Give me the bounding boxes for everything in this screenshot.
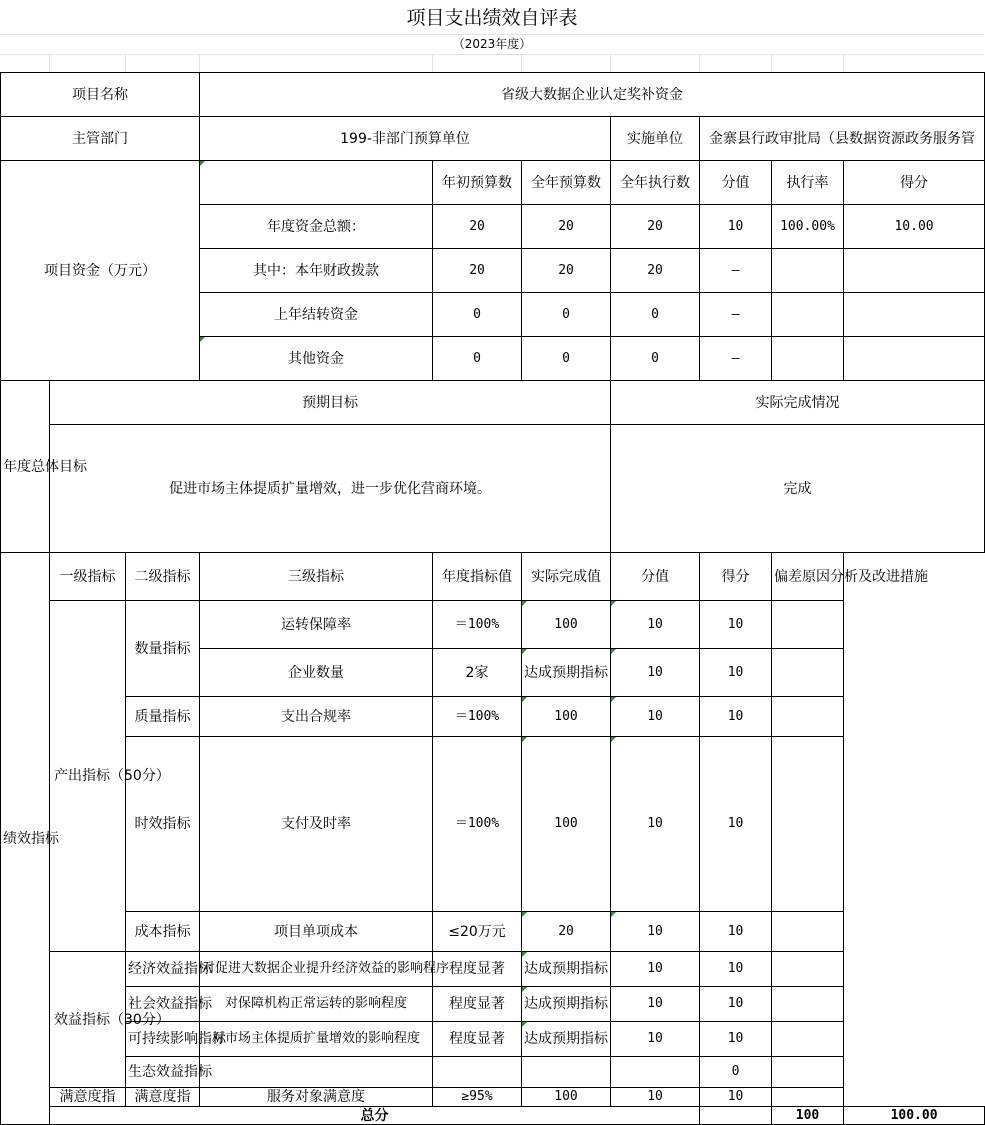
indicator-value: 10 [611,649,700,697]
indicator-name: 服务对象满意度 [200,1088,433,1107]
funds-row-score [844,249,985,293]
funds-row-rate [772,337,844,381]
indicator-value: 10 [611,601,700,649]
funds-row-name: 其他资金 [200,337,433,381]
goals-actual-label: 实际完成情况 [611,381,985,425]
indicator-value: 10 [611,952,700,987]
indicators-header-score: 得分 [700,553,772,601]
indicator-actual: 达成预期指标 [522,952,611,987]
unit-label: 实施单位 [611,117,700,161]
indicator-remarks [772,1022,844,1057]
indicator-actual: 100 [522,737,611,912]
funds-row-rate: 100.00% [772,205,844,249]
funds-row-value: — [700,337,772,381]
funds-row-full: 20 [522,249,611,293]
funds-row-rate [772,249,844,293]
total-label: 总分 [50,1107,700,1125]
funds-row-value: 10 [700,205,772,249]
indicator-row [1,912,985,952]
funds-header-exec: 全年执行数 [611,161,700,205]
indicator-name: 项目单项成本 [200,912,433,952]
total-score: 100.00 [844,1107,985,1125]
indicator-score: 10 [700,601,772,649]
indicator-target: ≥95% [433,1088,522,1107]
indicator-remarks [772,601,844,649]
indicator-name: 企业数量 [200,649,433,697]
indicator-row [1,1088,985,1107]
goals-content-row [1,425,985,553]
indicator-remarks [772,737,844,912]
goals-label: 年度总体目标 [1,381,50,553]
indicators-header-target: 年度指标值 [433,553,522,601]
funds-row-init: 0 [433,293,522,337]
funds-row-name: 其中：本年财政拨款 [200,249,433,293]
indicator-name: 对市场主体提质扩量增效的影响程度 [200,1022,433,1057]
funds-row-score [844,293,985,337]
funds-header-full: 全年预算数 [522,161,611,205]
indicator-actual: 100 [522,1088,611,1107]
indicator-target: 程度显著 [433,952,522,987]
funds-row-exec: 20 [611,249,700,293]
indicator-score: 10 [700,952,772,987]
indicators-header-level3: 三级指标 [200,553,433,601]
dept-value: 199-非部门预算单位 [200,117,611,161]
indicator-remarks [772,952,844,987]
indicator-actual: 达成预期指标 [522,649,611,697]
indicator-target: ＝100% [433,697,522,737]
funds-row-rate [772,293,844,337]
funds-row-score: 10.00 [844,205,985,249]
indicator-target: 2家 [433,649,522,697]
indicator-remarks [772,649,844,697]
dept-label: 主管部门 [1,117,200,161]
indicator-target: ≤20万元 [433,912,522,952]
indicator-row [1,697,985,737]
indicator-row [1,1057,985,1088]
funds-row-init: 0 [433,337,522,381]
indicator-target [433,1057,522,1088]
indicator-value: 10 [611,737,700,912]
indicator-row [1,601,985,649]
dept-row [1,117,985,161]
funds-row-full: 0 [522,293,611,337]
indicator-target: 程度显著 [433,1022,522,1057]
indicators-header-level1: 一级指标 [50,553,126,601]
total-row [1,1107,985,1125]
economic-label: 经济效益指标 [126,952,200,987]
funds-header-rate: 执行率 [772,161,844,205]
indicator-value: 10 [611,1088,700,1107]
indicator-actual: 100 [522,601,611,649]
funds-row-full: 0 [522,337,611,381]
project-name-value: 省级大数据企业认定奖补资金 [200,73,985,117]
indicator-actual: 20 [522,912,611,952]
funds-row-init: 20 [433,249,522,293]
indicators-header-actual: 实际完成值 [522,553,611,601]
sustainable-label: 可持续影响指标 [126,1022,200,1057]
funds-row-score [844,337,985,381]
indicator-row [1,952,985,987]
funds-row-exec: 0 [611,337,700,381]
indicator-remarks [772,697,844,737]
funds-header-row [1,161,985,205]
indicator-score: 10 [700,697,772,737]
indicator-remarks [772,1088,844,1107]
output-label: 产出指标（50分） [50,601,126,952]
funds-row-name: 上年结转资金 [200,293,433,337]
funds-header-init: 年初预算数 [433,161,522,205]
funds-row-exec: 20 [611,205,700,249]
cost-label: 成本指标 [126,912,200,952]
indicator-target: ＝100% [433,601,522,649]
indicator-name: 对促进大数据企业提升经济效益的影响程序 [200,952,433,987]
indicator-target: ＝100% [433,737,522,912]
indicator-name [200,1057,433,1088]
indicator-score: 0 [700,1057,772,1088]
report-year: （2023年度） [452,37,532,51]
goals-actual: 完成 [611,425,985,553]
indicator-score: 10 [700,649,772,697]
unit-value: 金寨县行政审批局（县数据资源政务服务管 [700,117,985,161]
funds-header-score: 得分 [844,161,985,205]
satisfaction2-label: 满意度指 [126,1088,200,1107]
page-title: 项目支出绩效自评表 [406,7,578,29]
indicator-score: 10 [700,987,772,1022]
funds-row-init: 20 [433,205,522,249]
funds-header-value: 分值 [700,161,772,205]
indicator-remarks [772,987,844,1022]
indicator-actual: 达成预期指标 [522,987,611,1022]
goals-header-row [1,381,985,425]
indicator-actual: 100 [522,697,611,737]
indicator-row [1,737,985,912]
social-label: 社会效益指标 [126,987,200,1022]
indicator-value: 10 [611,912,700,952]
satisfaction-label: 满意度指 [50,1088,126,1107]
indicator-name: 支付及时率 [200,737,433,912]
total-empty [700,1107,772,1125]
indicator-value [611,1057,700,1088]
funds-row-value: — [700,249,772,293]
indicators-label: 绩效指标 [1,553,50,1125]
indicators-header-value: 分值 [611,553,700,601]
project-name-row [1,73,985,117]
indicator-remarks [772,912,844,952]
funds-corner [200,161,433,205]
funds-row-full: 20 [522,205,611,249]
indicator-name: 对保障机构正常运转的影响程度 [200,987,433,1022]
funds-row-exec: 0 [611,293,700,337]
quantity-label: 数量指标 [126,601,200,697]
benefit-label: 效益指标（30分） [50,952,126,1088]
funds-row-value: — [700,293,772,337]
ecological-label: 生态效益指标 [126,1057,200,1088]
funds-label: 项目资金（万元） [1,161,200,381]
goals-expected-label: 预期目标 [50,381,611,425]
quality-label: 质量指标 [126,697,200,737]
indicators-header-level2: 二级指标 [126,553,200,601]
indicator-score: 10 [700,912,772,952]
indicator-value: 10 [611,697,700,737]
total-value: 100 [772,1107,844,1125]
indicator-target: 程度显著 [433,987,522,1022]
indicators-header-remarks: 偏差原因分析及改进措施 [772,553,844,601]
performance-table [0,72,985,1125]
indicator-name: 支出合规率 [200,697,433,737]
indicator-name: 运转保障率 [200,601,433,649]
goals-expected: 促进市场主体提质扩量增效，进一步优化营商环境。 [50,425,611,553]
indicator-remarks [772,1057,844,1088]
project-name-label: 项目名称 [1,73,200,117]
indicators-header-row [1,553,985,601]
indicator-actual: 达成预期指标 [522,1022,611,1057]
timeliness-label: 时效指标 [126,737,200,912]
indicator-actual [522,1057,611,1088]
indicator-value: 10 [611,987,700,1022]
indicator-score: 10 [700,737,772,912]
indicator-value: 10 [611,1022,700,1057]
indicator-score: 10 [700,1022,772,1057]
indicator-score: 10 [700,1088,772,1107]
funds-row-name: 年度资金总额： [200,205,433,249]
